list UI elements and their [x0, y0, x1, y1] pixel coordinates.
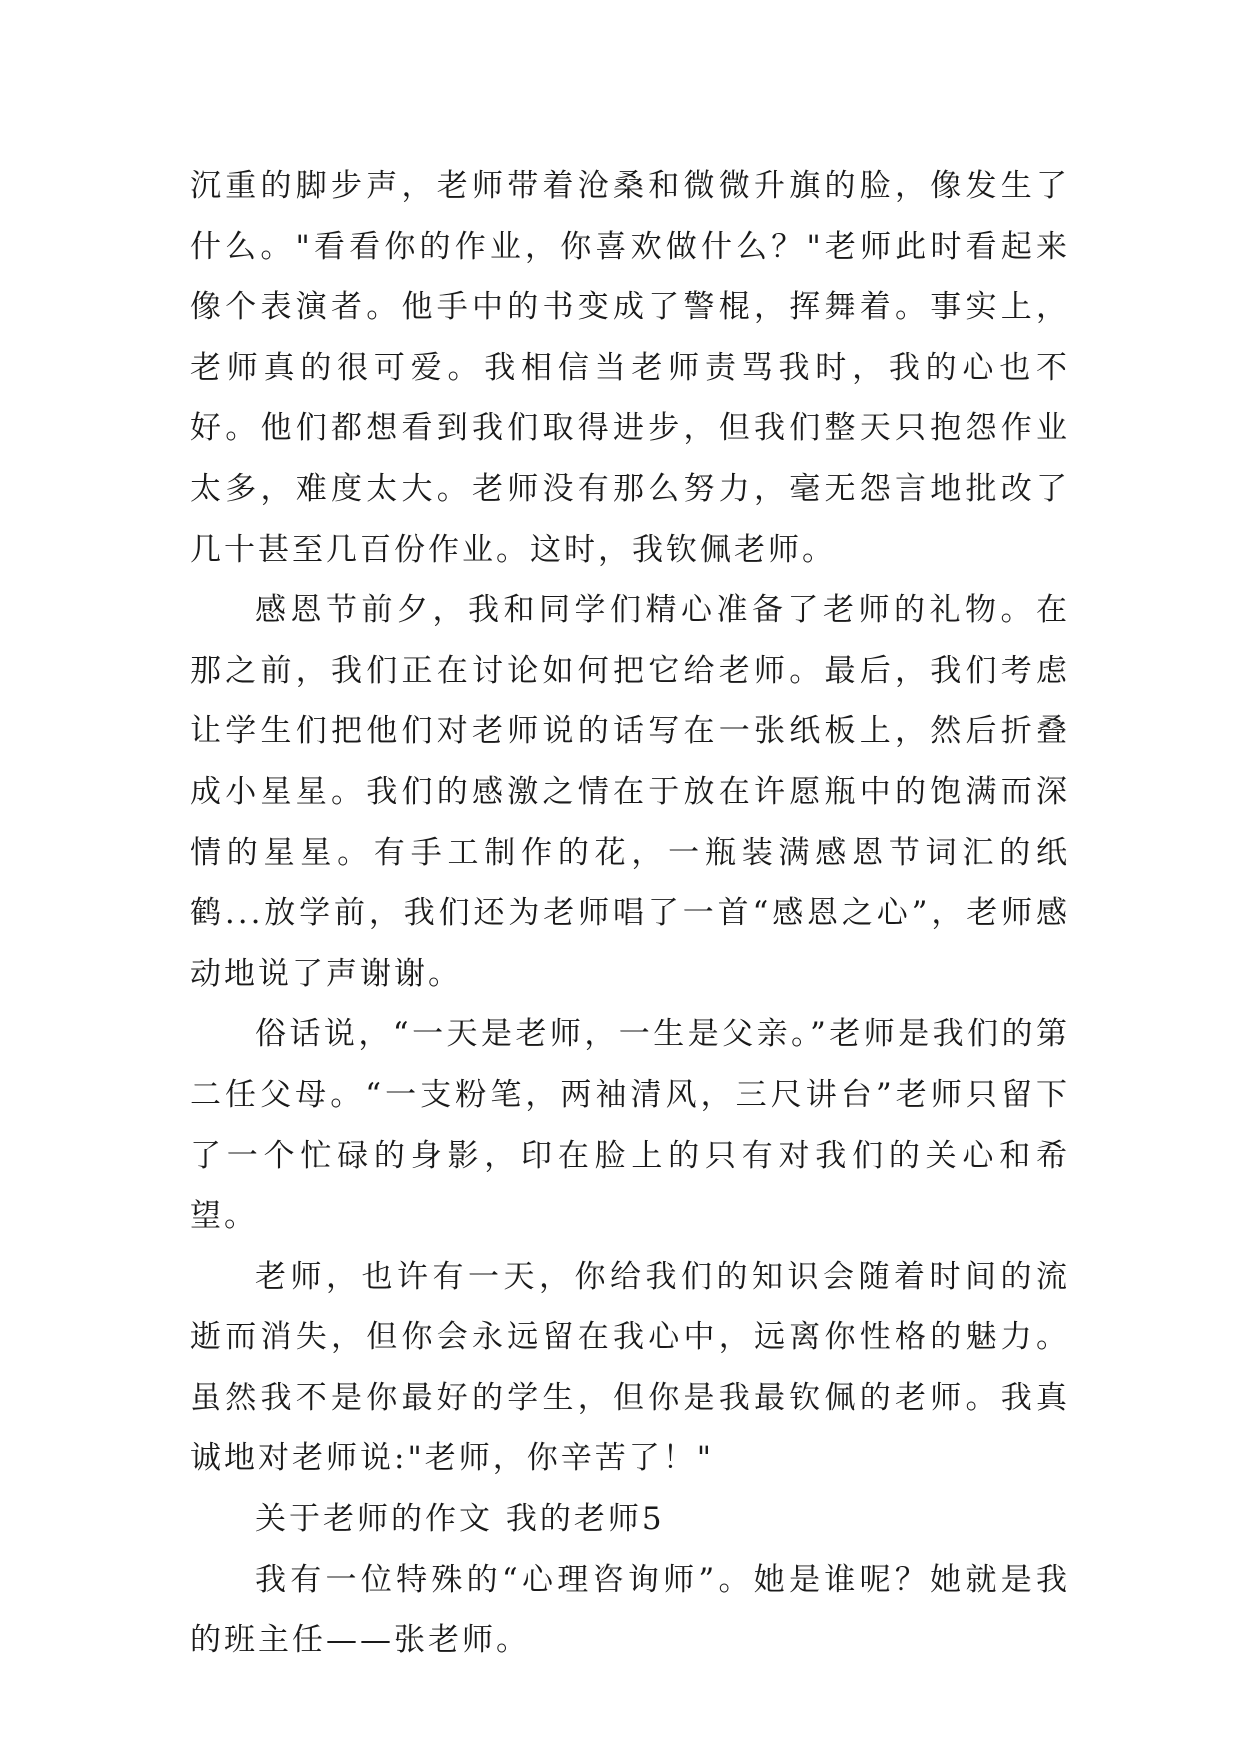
paragraph-4: 老师，也许有一天，你给我们的知识会随着时间的流逝而消失，但你会永远留在我心中，远离你性格的魅力。虽然我不是你最好的学生，但你是我最钦佩的老师。我真诚地对老师说:"老师，你辛苦了！"	[190, 1258, 1070, 1477]
paragraph-1: 沉重的脚步声，老师带着沧桑和微微升旗的脸，像发生了什么。"看看你的作业，你喜欢做什么？"老师此时看起来像个表演者。他手中的书变成了警棍，挥舞着。事实上，老师真的很可爱。我相信当老师责骂我时，我的心也不好。他们都想看到我们取得进步，但我们整天只抱怨作业太多，难度太大。老师没有那么努力，毫无怨言地批改了几十甚至几百份作业。这时，我钦佩老师。	[190, 168, 1070, 568]
closing-paragraph: 我有一位特殊的“心理咨询师”。她是谁呢？她就是我的班主任——张老师。	[190, 1561, 1070, 1659]
section-heading: 关于老师的作文 我的老师5	[255, 1501, 665, 1538]
paragraph-2: 感恩节前夕，我和同学们精心准备了老师的礼物。在那之前，我们正在讨论如何把它给老师。最后，我们考虑让学生们把他们对老师说的话写在一张纸板上，然后折叠成小星星。我们的感激之情在于放在许愿瓶中的饱满而深情的星星。有手工制作的花，一瓶装满感恩节词汇的纸鹤...放学前，我们还为老师唱了一首“感恩之心”，老师感动地说了声谢谢。	[190, 592, 1070, 992]
paragraph-3: 俗话说，“一天是老师，一生是父亲。”老师是我们的第二任父母。“一支粉笔，两袖清风，三尺讲台”老师只留下了一个忙碌的身影，印在脸上的只有对我们的关心和希望。	[190, 1016, 1070, 1235]
essay-body	[190, 156, 1070, 1671]
